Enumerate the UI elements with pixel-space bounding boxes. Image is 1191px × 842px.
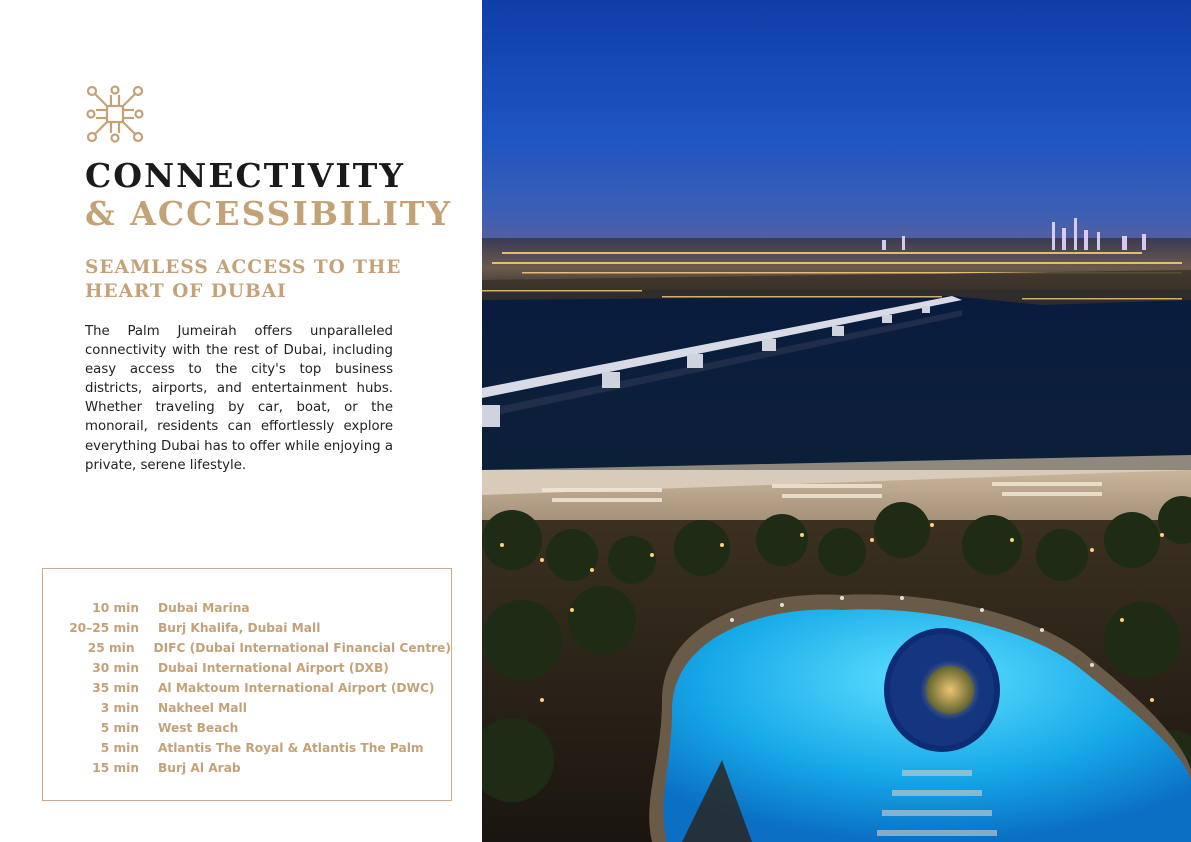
travel-time-row xyxy=(43,678,451,698)
resort-night-photo xyxy=(482,0,1191,842)
travel-destination: West Beach xyxy=(158,721,239,735)
page-title xyxy=(85,157,452,233)
travel-time-row xyxy=(43,598,451,618)
network-icon xyxy=(85,84,145,144)
travel-duration: 20–25 min xyxy=(69,621,139,635)
subtitle-line-1: SEAMLESS ACCESS TO THE xyxy=(85,257,402,278)
travel-destination: Nakheel Mall xyxy=(158,701,247,715)
travel-duration: 10 min xyxy=(92,601,139,615)
travel-destination: Dubai International Airport (DXB) xyxy=(158,661,389,675)
subtitle-line-2: HEART OF DUBAI xyxy=(85,281,287,302)
travel-duration: 25 min xyxy=(87,641,135,655)
travel-time-row xyxy=(43,718,451,738)
travel-duration: 5 min xyxy=(100,721,139,735)
travel-duration: 3 min xyxy=(100,701,139,715)
travel-time-row xyxy=(43,638,451,658)
travel-duration: 5 min xyxy=(100,741,139,755)
travel-time-row xyxy=(43,758,451,778)
travel-destination: Dubai Marina xyxy=(158,601,250,615)
travel-times-list xyxy=(43,598,451,778)
title-line-2: & ACCESSIBILITY xyxy=(85,194,453,233)
travel-destination: Burj Al Arab xyxy=(158,761,241,775)
travel-duration: 35 min xyxy=(92,681,139,695)
travel-duration: 30 min xyxy=(92,661,139,675)
travel-destination: Atlantis The Royal & Atlantis The Palm xyxy=(158,741,424,755)
travel-destination: Al Maktoum International Airport (DWC) xyxy=(158,681,435,695)
subtitle xyxy=(85,256,405,304)
travel-time-row xyxy=(43,658,451,678)
travel-duration: 15 min xyxy=(92,761,139,775)
title-line-1: CONNECTIVITY xyxy=(85,156,405,195)
travel-time-row xyxy=(43,738,451,758)
travel-time-row xyxy=(43,698,451,718)
travel-times-box xyxy=(42,568,452,801)
travel-destination: DIFC (Dubai International Financial Centre) xyxy=(153,641,451,655)
travel-time-row xyxy=(43,618,451,638)
body-paragraph: The Palm Jumeirah offers unparalleled connectivity with the rest of Dubai, including easy access to the city's top business districts, airports, and entertainment hubs. Whether traveling by car, boat, or the monorail, residents can effortlessly explore everything Dubai has to offer while enjoying a private, serene lifestyle. xyxy=(85,324,393,473)
left-panel xyxy=(0,0,482,842)
travel-destination: Burj Khalifa, Dubai Mall xyxy=(158,621,321,635)
